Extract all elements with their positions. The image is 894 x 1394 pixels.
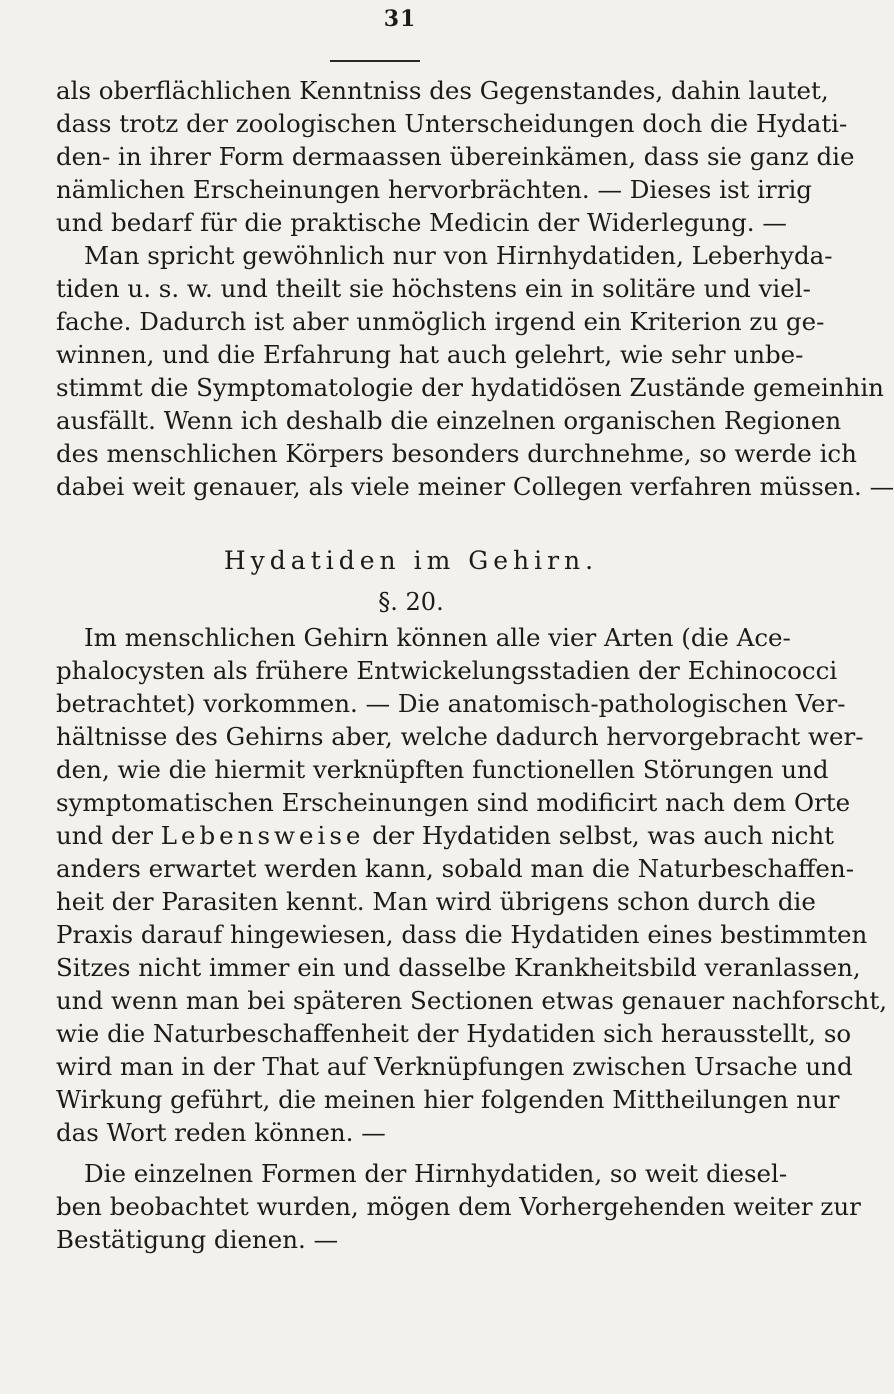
section-number: §. 20. (378, 588, 444, 616)
text-line: phalocysten als frühere Entwickelungsstadien der Echinococci (56, 656, 838, 685)
paragraph-gap (56, 1149, 766, 1157)
page-number-rule (330, 60, 420, 62)
text-line: fache. Dadurch ist aber unmöglich irgend ein Kriterion zu ge- (56, 307, 825, 336)
text-line: den- in ihrer Form dermaassen übereinkämen, dass sie ganz die (56, 142, 855, 171)
text-line: hältnisse des Gehirns aber, welche dadurch hervorgebracht wer- (56, 722, 864, 751)
text-line: das Wort reden können. — (56, 1118, 386, 1147)
text-line: ausfällt. Wenn ich deshalb die einzelnen organischen Regionen (56, 406, 842, 435)
text-line: nämlichen Erscheinungen hervorbrächten. — Dieses ist irrig (56, 175, 812, 204)
text-fragment: und der (56, 821, 161, 850)
text-line: als oberflächlichen Kenntniss des Gegenstandes, dahin lautet, (56, 76, 829, 105)
text-line: betrachtet) vorkommen. — Die anatomisch-pathologischen Ver- (56, 689, 846, 718)
text-line: anders erwartet werden kann, sobald man die Naturbeschaffen- (56, 854, 854, 883)
text-line: ben beobachtet wurden, mögen dem Vorhergehenden weiter zur (56, 1192, 861, 1221)
emphasized-term: Lebensweise (160, 821, 365, 850)
text-line: dabei weit genauer, als viele meiner Collegen verfahren müssen. — (56, 472, 894, 501)
text-line: Bestätigung dienen. — (56, 1225, 339, 1254)
text-line: Sitzes nicht immer ein und dasselbe Krankheitsbild veranlassen, (56, 953, 861, 982)
text-line: wie die Naturbeschaffenheit der Hydatiden sich herausstellt, so (56, 1019, 852, 1048)
paragraph-intro (56, 74, 894, 503)
section-heading: Hydatiden im Gehirn. (223, 546, 599, 575)
paragraph-final (56, 1157, 861, 1256)
page-number: 31 (383, 6, 417, 32)
text-line: symptomatischen Erscheinungen sind modificirt nach dem Orte (56, 788, 851, 817)
text-line: Im menschlichen Gehirn können alle vier Arten (die Ace- (84, 623, 791, 652)
text-line: Wirkung geführt, die meinen hier folgenden Mittheilungen nur (56, 1085, 840, 1114)
text-line: winnen, und die Erfahrung hat auch gelehrt, wie sehr unbe- (56, 340, 804, 369)
text-line: stimmt die Symptomatologie der hydatidösen Zustände gemeinhin (56, 373, 884, 402)
text-line: Praxis darauf hingewiesen, dass die Hydatiden eines bestimmten (56, 920, 868, 949)
body-text (56, 74, 894, 1256)
text-line: dass trotz der zoologischen Unterscheidungen doch die Hydati- (56, 109, 848, 138)
paragraph-section (56, 621, 888, 1149)
text-fragment: der Hydatiden selbst, was auch nicht (364, 821, 834, 850)
text-line: heit der Parasiten kennt. Man wird übrigens schon durch die (56, 887, 816, 916)
text-line: und bedarf für die praktische Medicin der Widerlegung. — (56, 208, 787, 237)
text-line: und wenn man bei späteren Sectionen etwas genauer nachforscht, (56, 986, 888, 1015)
text-line: tiden u. s. w. und theilt sie höchstens ein in solitäre und viel- (56, 274, 811, 303)
text-line: den, wie die hiermit verknüpften functionellen Störungen und (56, 755, 829, 784)
text-line: Man spricht gewöhnlich nur von Hirnhydatiden, Leberhyda- (84, 241, 833, 270)
text-line: des menschlichen Körpers besonders durchnehme, so werde ich (56, 439, 857, 468)
text-line: wird man in der That auf Verknüpfungen zwischen Ursache und (56, 1052, 853, 1081)
text-line: Die einzelnen Formen der Hirnhydatiden, so weit diesel- (84, 1159, 788, 1188)
text-line-lebensweise (56, 819, 834, 852)
